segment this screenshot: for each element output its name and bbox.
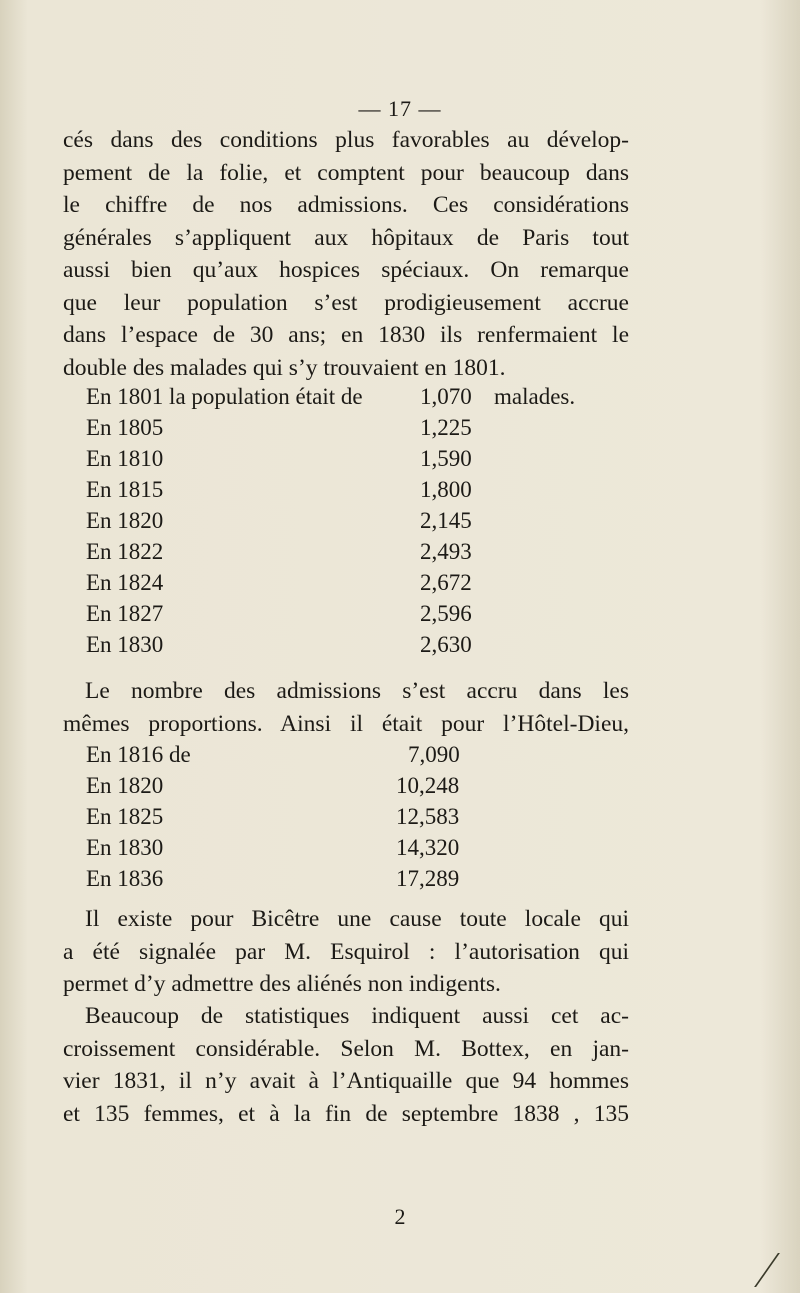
table-label: En 1825: [86, 804, 164, 829]
table-label: En 1810: [86, 446, 164, 471]
text-line: Beaucoup de statistiques indiquent aussi cet ac-: [85, 1003, 629, 1029]
text-line: mêmes proportions. Ainsi il était pour l’Hôtel-Dieu,: [63, 710, 629, 737]
table-value: 1,070: [420, 384, 472, 409]
text-line: pement de la folie, et comptent pour beaucoup dans: [63, 159, 629, 186]
table-value: 14,320: [396, 835, 460, 860]
table-value: 2,630: [420, 632, 472, 657]
table-value: 12,583: [396, 804, 460, 829]
statistics-paragraph: [63, 1000, 629, 1130]
page-corner-mark: [754, 1253, 800, 1287]
table-unit: malades.: [494, 384, 576, 409]
text-line: Il existe pour Bicêtre une cause toute locale qui: [85, 906, 629, 932]
text-line: vier 1831, il n’y avait à l’Antiquaille que 94 hommes: [63, 1068, 629, 1094]
table-label: En 1801 la population était de: [86, 384, 363, 409]
table-label: En 1830: [86, 835, 164, 860]
table-value: 1,590: [420, 446, 472, 471]
text-line: et 135 femmes, et à la fin de septembre 1838 , 135: [63, 1100, 629, 1127]
table-value: 2,145: [420, 508, 472, 533]
table-label: En 1836: [86, 866, 164, 891]
table-value: 17,289: [396, 866, 460, 891]
text-line: cés dans des conditions plus favorables au dévelop-: [63, 127, 629, 153]
table-label: En 1820: [86, 508, 164, 533]
text-line: permet d’y admettre des aliénés non indigents.: [63, 971, 501, 997]
text-line: Le nombre des admissions s’est accru dans les: [85, 678, 629, 704]
table-value: 2,672: [420, 570, 472, 595]
text-line: dans l’espace de 30 ans; en 1830 ils renfermaient le: [63, 322, 629, 348]
text-line: le chiffre de nos admissions. Ces considérations: [63, 192, 629, 218]
table-value: 2,596: [420, 601, 472, 626]
table-label: En 1805: [86, 415, 164, 440]
intro-paragraph: [63, 124, 629, 384]
page-number: — 17 —: [358, 96, 442, 121]
table-value: 1,225: [420, 415, 472, 440]
text-line: aussi bien qu’aux hospices spéciaux. On remarque: [63, 257, 629, 283]
bicetre-paragraph: [63, 903, 629, 1001]
table-label: En 1820: [86, 773, 164, 798]
signature-mark: 2: [394, 1204, 406, 1229]
table-label: En 1816 de: [86, 742, 191, 767]
text-line: que leur population s’est prodigieusement accrue: [63, 289, 629, 316]
table-label: En 1815: [86, 477, 164, 502]
admissions-paragraph: [63, 675, 629, 740]
table-value: 2,493: [420, 539, 472, 564]
admissions-table: [86, 742, 626, 902]
table-value: 10,248: [396, 773, 460, 798]
population-table: [86, 384, 626, 684]
table-label: En 1827: [86, 601, 164, 626]
table-label: En 1822: [86, 539, 164, 564]
table-value: 7,090: [408, 742, 460, 767]
text-line: croissement considérable. Selon M. Bottex, en jan-: [63, 1035, 629, 1062]
text-line: a été signalée par M. Esquirol : l’autorisation qui: [63, 938, 629, 965]
text-line: générales s’appliquent aux hôpitaux de Paris tout: [63, 224, 629, 251]
table-label: En 1824: [86, 570, 164, 595]
text-line: double des malades qui s’y trouvaient en 1801.: [63, 354, 506, 381]
table-label: En 1830: [86, 632, 164, 657]
table-value: 1,800: [420, 477, 472, 502]
